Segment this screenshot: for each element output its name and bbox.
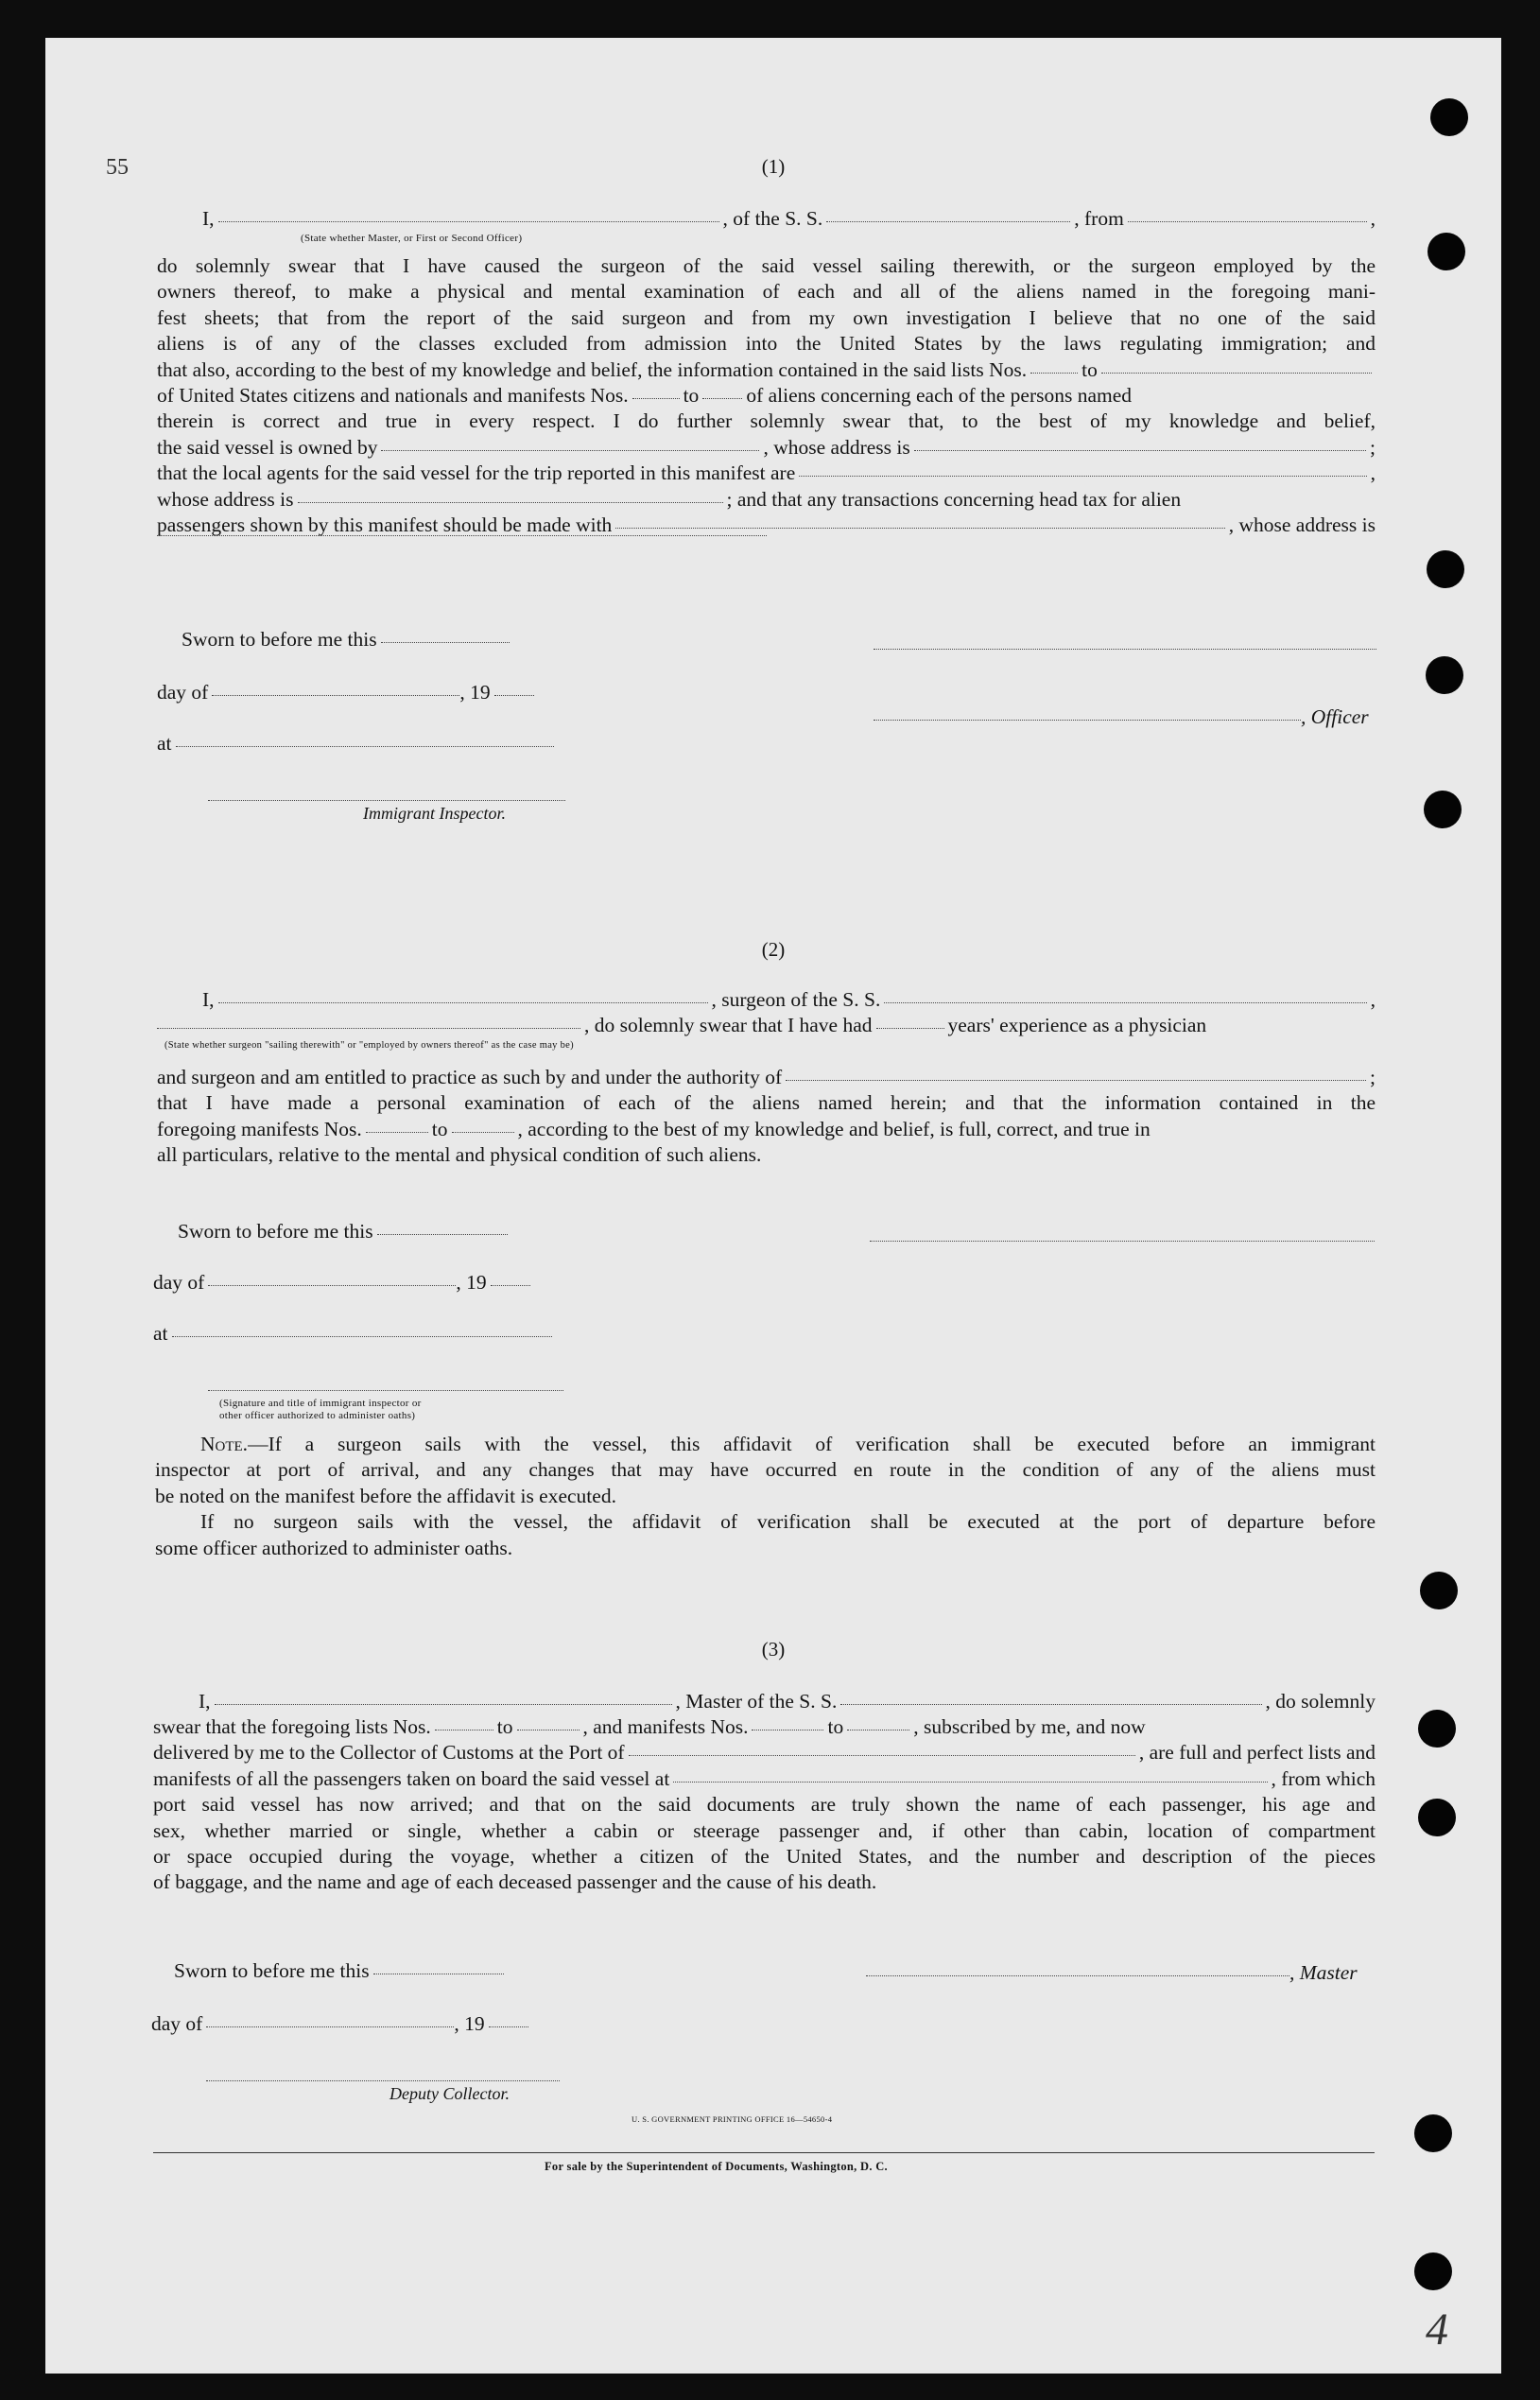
section-3-body: I, , Master of the S. S. , do solemnly bbox=[199, 1690, 1376, 1713]
section-1-number: (1) bbox=[761, 155, 786, 178]
at-label-2: at bbox=[153, 1322, 552, 1346]
punch-hole bbox=[1426, 656, 1463, 694]
master-label: , Master bbox=[866, 1961, 1358, 1985]
inspector-sig-line bbox=[208, 800, 565, 801]
punch-hole bbox=[1430, 98, 1468, 136]
signature-note-1: (Signature and title of immigrant inspector or bbox=[219, 1398, 422, 1409]
punch-hole bbox=[1428, 233, 1465, 270]
printing-office-line: U. S. GOVERNMENT PRINTING OFFICE 16—54650-4 bbox=[632, 2114, 833, 2124]
officer-rank-note: (State whether Master, or First or Second Officer) bbox=[301, 233, 523, 244]
signature-note-2: other officer authorized to administer oaths) bbox=[219, 1410, 416, 1421]
section-2-body: , do solemnly swear that I have had years' experience as a physician bbox=[157, 1013, 1376, 1038]
sworn-label-1: Sworn to before me this bbox=[182, 628, 510, 652]
oath-line-1: I, , of the S. S. , from , bbox=[202, 207, 1376, 230]
section-1-oath bbox=[202, 206, 1376, 232]
at-label-1: at bbox=[157, 732, 554, 756]
page-number-mark: 55 bbox=[106, 155, 129, 180]
punch-hole bbox=[1427, 550, 1464, 588]
punch-hole bbox=[1414, 2252, 1452, 2290]
handwritten-mark: 4 bbox=[1426, 2304, 1448, 2355]
section-2-oath: I, , surgeon of the S. S. , bbox=[202, 988, 1376, 1011]
officer-sig-line bbox=[208, 1390, 563, 1391]
section-1-body: do solemnly swear that I have caused the surgeon of the said vessel sailing therewith, or the surgeon employed by the owners thereof, to make a physical and mental examination of each and all of the aliens named in the foregoing mani- fest sheets; that from the report of the said surgeon and from my own investigation I believe that no one of the said aliens is of any of the classes excluded from admission into the United States by the laws regulating immigration; and that also, according to the best of my knowledge and belief, the information contained in the said lists Nos. to of United States citizens and nationals and manifests Nos. to of aliens concerning each of the persons named therein is correct and true in every respect. I do further solemnly swear that, to the best of my knowledge and belief, the said vessel is owned by , whose address is ; that the local agents for the said vessel for the trip reported in this manifest are , whose address is ; and that any transactions concerning head tax for alien passengers shown by this manifest should be made with , whose address is bbox=[157, 254, 1376, 537]
footer-rule bbox=[153, 2152, 1375, 2153]
day-of-label-1: day of , 19 bbox=[157, 681, 534, 704]
section-3-body-b: swear that the foregoing lists Nos. to , and manifests Nos. to , subscribed by me, and now delivered by me to the Collector of Customs at the Port of , are full and perfect lists and manifests of all the passengers taken on board the said vessel at , from which port said vessel has now arrived; and that on the said documents are truly shown the name of each passenger, his age and sex, whether married or single, whether a cabin or steerage passenger and, if other than cabin, location of compartment or space occupied during the voyage, whether a citizen of the United States, and the number and description of the pieces of baggage, and the name and age of each deceased passenger and the cause of his death. bbox=[153, 1715, 1376, 1894]
immigrant-inspector-label: Immigrant Inspector. bbox=[363, 804, 506, 823]
sworn-label-2: Sworn to before me this bbox=[178, 1220, 508, 1243]
punch-hole bbox=[1414, 2114, 1452, 2152]
punch-hole bbox=[1424, 791, 1462, 828]
punch-hole bbox=[1420, 1572, 1458, 1609]
section-2-number: (2) bbox=[761, 938, 786, 961]
form-page bbox=[45, 38, 1501, 2374]
section-3-number: (3) bbox=[761, 1638, 786, 1661]
section-2-body-b: and surgeon and am entitled to practice as such by and under the authority of ; that I have made a personal examination of each of the aliens named herein; and that the information contained in the foregoing manifests Nos. to , according to the best of my knowledge and belief, is full, correct, and true in all particulars, relative to the mental and physical condition of such aliens. bbox=[157, 1066, 1376, 1167]
deputy-sig-line bbox=[206, 2080, 560, 2081]
deputy-collector-label: Deputy Collector. bbox=[389, 2084, 510, 2103]
punch-hole bbox=[1418, 1710, 1456, 1748]
signature-line-2 bbox=[870, 1241, 1375, 1242]
punch-hole bbox=[1418, 1799, 1456, 1836]
sworn-label-3: Sworn to before me this bbox=[174, 1959, 504, 1983]
officer-label: , Officer bbox=[874, 705, 1369, 729]
signature-line-1 bbox=[874, 649, 1376, 650]
day-of-label-3: day of , 19 bbox=[151, 2012, 528, 2036]
for-sale-line: For sale by the Superintendent of Documents, Washington, D. C. bbox=[545, 2160, 888, 2173]
note-block: Note.—If a surgeon sails with the vessel, this affidavit of verification shall be executed before an immigrant inspector at port of arrival, and any changes that may have occurred en route in the condition of any of the aliens must be noted on the manifest before the affidavit is executed. If no surgeon sails with the vessel, the affidavit of verification shall be executed at the port of departure before some officer authorized to administer oaths. bbox=[155, 1433, 1376, 1559]
surgeon-status-note: (State whether surgeon "sailing therewith" or "employed by owners thereof" as the case may be) bbox=[164, 1040, 574, 1051]
day-of-label-2: day of , 19 bbox=[153, 1271, 530, 1295]
